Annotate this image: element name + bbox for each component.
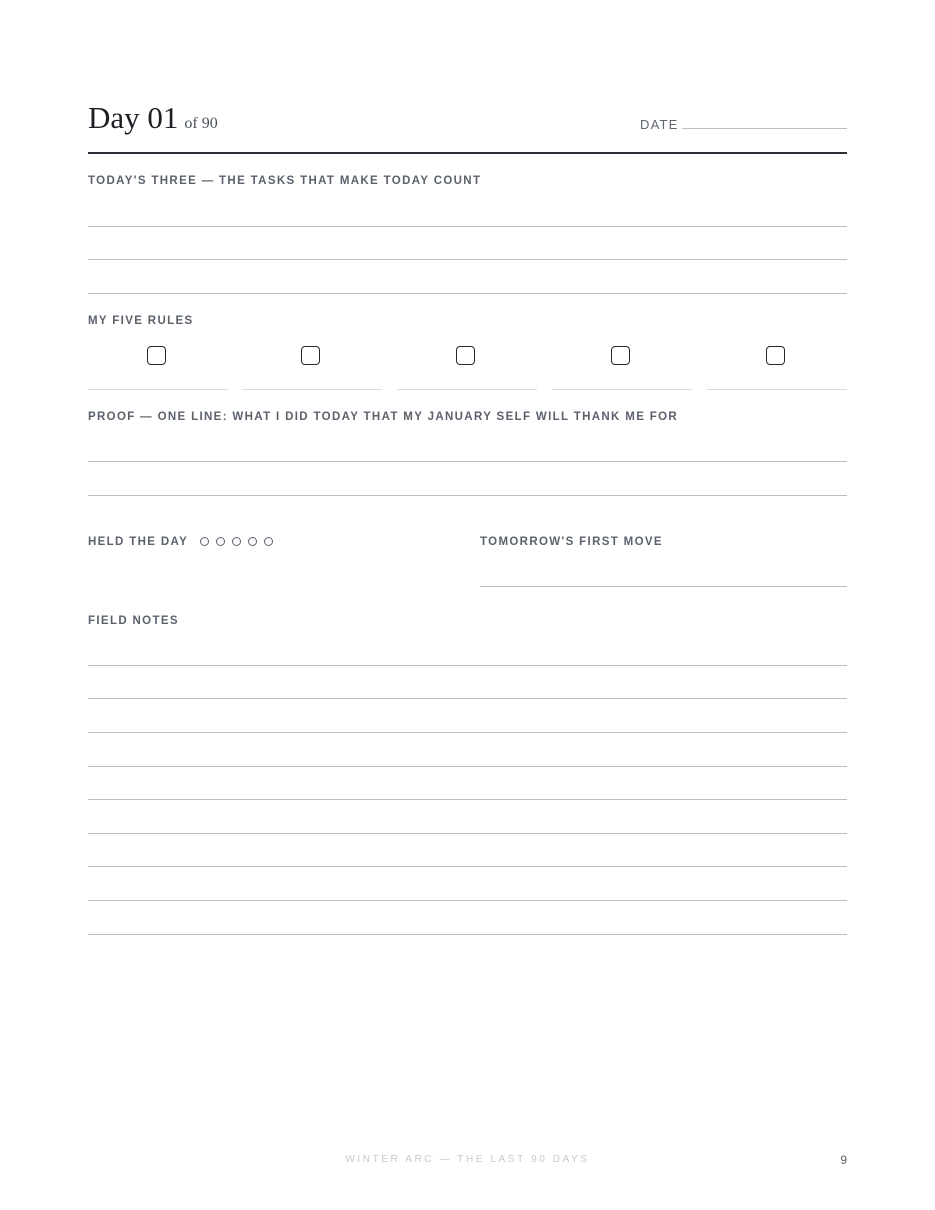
tomorrow-first-move-label: TOMORROW'S FIRST MOVE: [480, 536, 663, 548]
rating-circle-5[interactable]: [264, 537, 273, 546]
header-divider: [88, 152, 847, 154]
date-label: DATE: [640, 117, 679, 132]
rule-line-2[interactable]: [242, 389, 382, 390]
rule-checkbox-3[interactable]: [456, 346, 475, 365]
proof-label: PROOF — ONE LINE: WHAT I DID TODAY THAT MY JANUARY SELF WILL THANK ME FOR: [88, 411, 679, 423]
todays-three-line-3[interactable]: [88, 293, 847, 294]
field-notes-line-2[interactable]: [88, 698, 847, 699]
rule-line-4[interactable]: [552, 389, 692, 390]
rating-circle-4[interactable]: [248, 537, 257, 546]
page-number: 9: [840, 1153, 847, 1167]
rule-checkbox-1[interactable]: [147, 346, 166, 365]
rule-slot-2: [242, 346, 382, 396]
todays-three-label: TODAY'S THREE — THE TASKS THAT MAKE TODAY COUNT: [88, 175, 482, 187]
field-notes-line-1[interactable]: [88, 665, 847, 666]
rule-line-3[interactable]: [397, 389, 537, 390]
rating-circle-2[interactable]: [216, 537, 225, 546]
field-notes-line-5[interactable]: [88, 799, 847, 800]
field-notes-line-3[interactable]: [88, 732, 847, 733]
day-label: Day 01: [88, 100, 179, 135]
rule-checkbox-2[interactable]: [301, 346, 320, 365]
field-notes-line-7[interactable]: [88, 866, 847, 867]
rule-slot-3: [397, 346, 537, 396]
field-notes-line-8[interactable]: [88, 900, 847, 901]
rule-slot-5: [707, 346, 847, 396]
tomorrow-first-move-line[interactable]: [480, 586, 847, 587]
day-title: [88, 100, 218, 136]
proof-line-1[interactable]: [88, 461, 847, 462]
field-notes-line-9[interactable]: [88, 934, 847, 935]
rule-checkbox-5[interactable]: [766, 346, 785, 365]
rule-line-1[interactable]: [88, 389, 228, 390]
date-field[interactable]: [682, 128, 847, 129]
todays-three-line-1[interactable]: [88, 226, 847, 227]
rule-line-5[interactable]: [707, 389, 847, 390]
journal-page: [88, 0, 847, 1210]
rule-slot-4: [552, 346, 692, 396]
rating-circle-1[interactable]: [200, 537, 209, 546]
rule-slot-1: [88, 346, 228, 396]
proof-line-2[interactable]: [88, 495, 847, 496]
page-header: [88, 98, 847, 154]
field-notes-line-6[interactable]: [88, 833, 847, 834]
day-total: of 90: [184, 115, 218, 132]
rating-circle-3[interactable]: [232, 537, 241, 546]
rule-checkbox-4[interactable]: [611, 346, 630, 365]
footer-title: WINTER ARC — THE LAST 90 DAYS: [345, 1154, 590, 1165]
held-the-day-rating: [200, 537, 273, 547]
five-rules-label: MY FIVE RULES: [88, 315, 194, 327]
field-notes-label: FIELD NOTES: [88, 615, 179, 627]
todays-three-line-2[interactable]: [88, 259, 847, 260]
field-notes-line-4[interactable]: [88, 766, 847, 767]
held-the-day-label: HELD THE DAY: [88, 536, 189, 548]
